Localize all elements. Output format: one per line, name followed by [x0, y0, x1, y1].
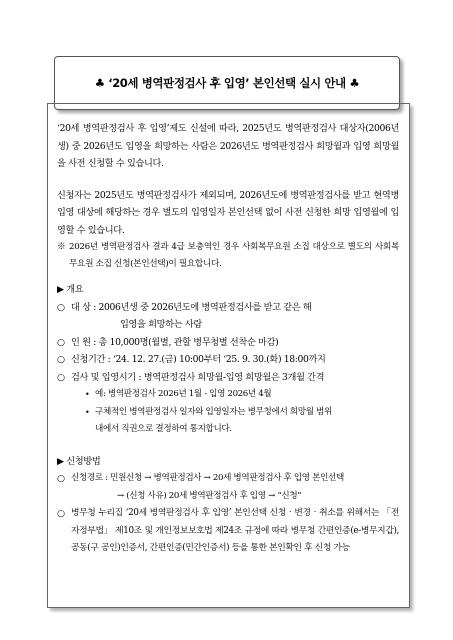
intro-paragraph: ‘20세 병역판정검사 후 입영’제도 신설에 따라, 2025년도 병역판정검사 대상자(2006년생) 중 2026년도 입영을 희망하는 사람은 2026년도 병역판정검사 희망월과 입영 희망월을 사전 신청할 수 있습니다.	[57, 123, 399, 169]
bullet: ○	[57, 336, 65, 348]
overview-header: ▶ 개요	[57, 284, 84, 295]
overview-item-timing: ○ 검사 및 입영시기 : 병역판정검사 희망월-입영 희망월은 3개월 간격	[57, 369, 399, 387]
sub-item-example: • 예: 병역판정검사 2026년 1월 - 입영 2026년 4월	[57, 386, 399, 404]
bullet: ○	[57, 301, 65, 313]
bullet: •	[85, 407, 90, 417]
document-body	[57, 120, 399, 558]
page-title: ♣ ‘20세 병역판정검사 후 입영’ 본인선택 실시 안내 ♣	[94, 76, 360, 90]
bullet: ○	[57, 473, 65, 484]
bullet: •	[85, 390, 90, 399]
method-item-route-cont: → (신청 사유) 20세 병역판정검사 후 입영 → “신청”	[117, 490, 302, 501]
method-header: ▶ 신청방법	[57, 455, 101, 467]
method-item-auth: ○ 병무청 누리집 ‘20세 병역판정검사 후 입영’ 본인선택 신청‧변경‧취소를 위해서는 「전자정부법」 제10조 및 개인정보보호법 제24조 규정에 따라 병무청 간편인증(e-병무지갑), 공동(구 공인)인증서, 간편인증(민간인증서) 등을 통한 본인확인 후 신청 가능	[57, 505, 399, 558]
title-box	[54, 56, 400, 110]
bullet: ○	[57, 371, 65, 383]
bullet: ○	[57, 508, 65, 519]
sub-item-detail-cont: 내에서 직권으로 결정하여 통지합니다.	[95, 424, 232, 434]
sub-item-detail: • 구체적인 병역판정검사 일자와 입영일자는 병무청에서 희망월 범위	[57, 404, 399, 422]
overview-item-period: ○ 신청기간 : ‘24. 12. 27.(금) 10:00부터 ‘25. 9. 30.(화) 18:00까지	[57, 351, 399, 369]
overview-item-target: ○ 대 상 : 2006년생 중 2026년도에 병역판정검사를 받고 같은 해	[57, 299, 399, 317]
note-paragraph: ※ 2026년 병역판정검사 결과 4급 보충역인 경우 사회복무요원 소집 대상으로 별도의 사회복무요원 소집 신청(본인선택)이 필요합니다.	[57, 242, 399, 269]
overview-item-target-cont: 입영을 희망하는 사람	[120, 319, 202, 330]
bullet: ○	[57, 354, 65, 365]
applicant-paragraph: 신청자는 2025년도 병역판정검사가 제외되며, 2026년도에 병역판정검사를 받고 현역병 입영 대상에 해당하는 경우 별도의 입영일자 본인선택 없이 사전 신청한 희망 입영월에 입영할 수 있습니다.	[57, 189, 399, 236]
method-item-route: ○ 신청경로 : 민원신청 → 병역판정검사 → 20세 병역판정검사 후 입영 본인선택	[57, 470, 399, 488]
overview-item-count: ○ 인 원 : 총 10,000명(월별, 관할 병무청별 선착순 마감)	[57, 334, 399, 352]
